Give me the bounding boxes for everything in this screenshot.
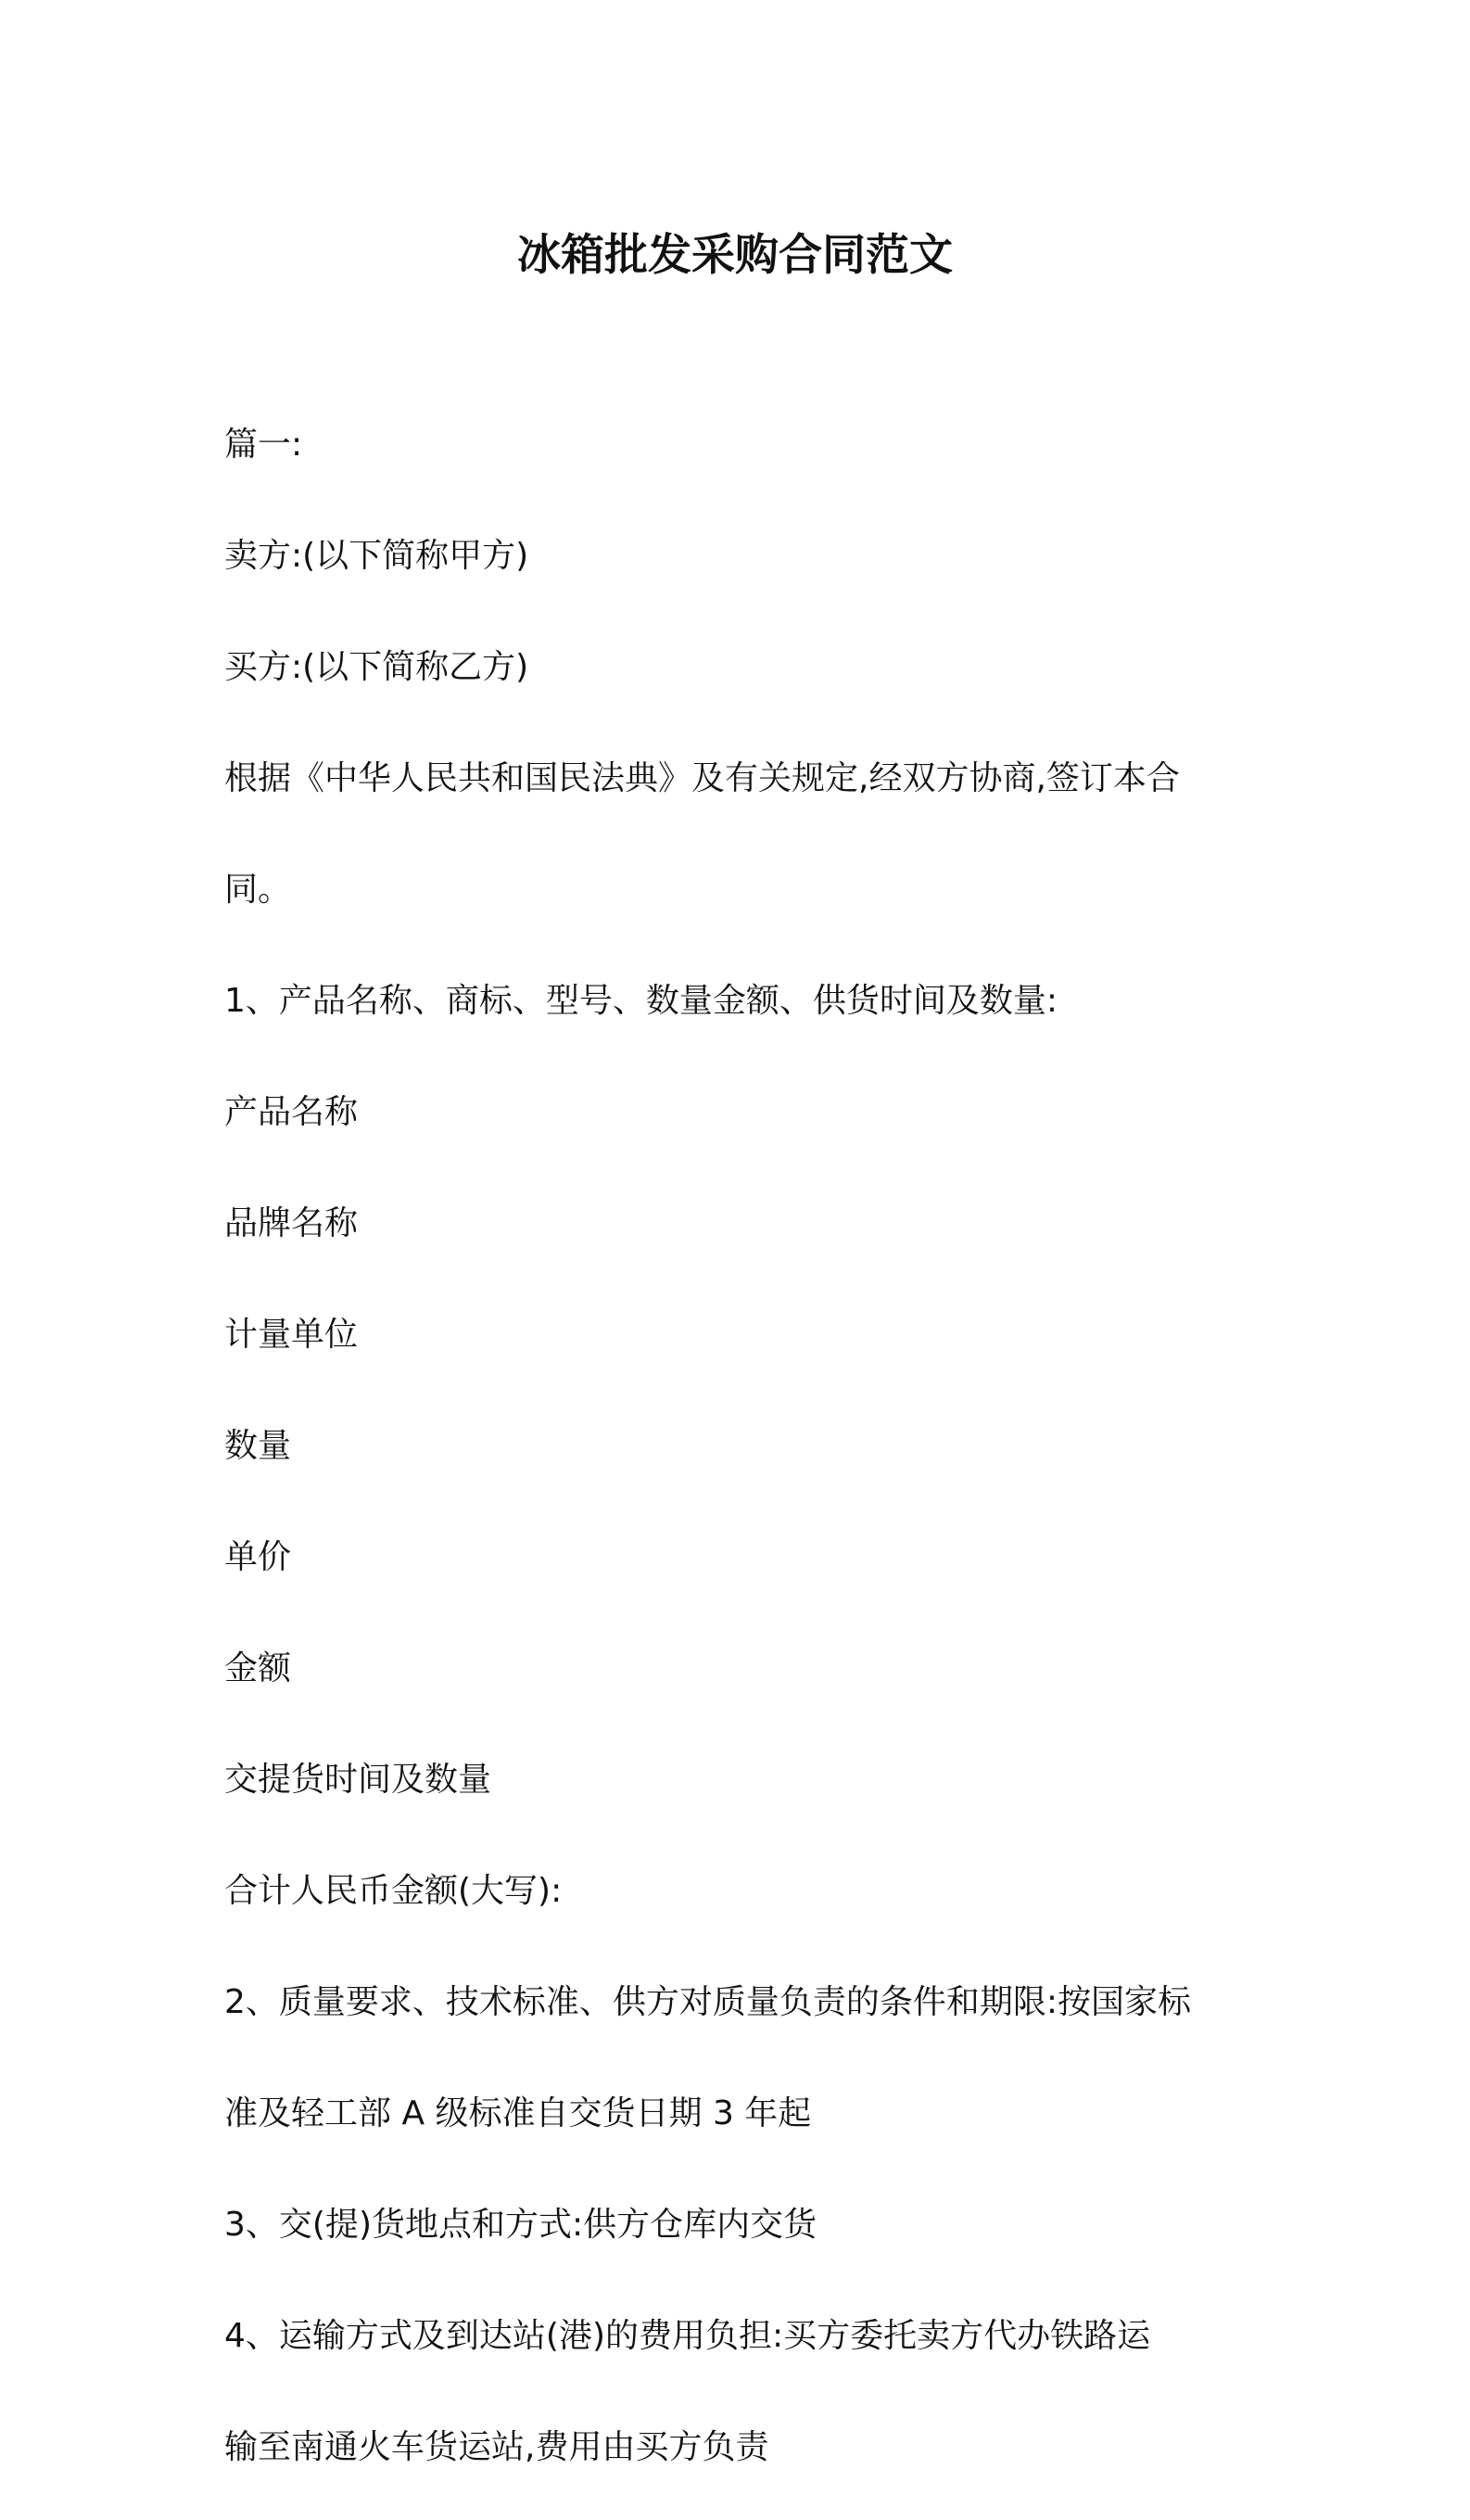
total-amount-field: 合计人民币金额(大写): — [224, 1872, 563, 1910]
unit-field: 计量单位 — [224, 1316, 359, 1354]
buyer-line: 买方:(以下简称乙方) — [224, 648, 529, 686]
basis-line-1: 根据《中华人民共和国民法典》及有关规定,经双方协商,签订本合 — [224, 759, 1180, 797]
quantity-field: 数量 — [224, 1427, 292, 1465]
seller-line: 卖方:(以下简称甲方) — [224, 537, 529, 575]
clause-3-line: 3、交(提)货地点和方式:供方仓库内交货 — [224, 2206, 817, 2244]
clause-4-line-1: 4、运输方式及到达站(港)的费用负担:买方委托卖方代办铁路运 — [224, 2317, 1151, 2355]
delivery-time-field: 交提货时间及数量 — [224, 1761, 492, 1799]
brand-name-field: 品牌名称 — [224, 1204, 359, 1242]
contract-body — [224, 373, 1262, 2520]
clause-2-line-1: 2、质量要求、技术标准、供方对质量负责的条件和期限:按国家标 — [224, 1983, 1192, 2021]
clause-1-heading: 1、产品名称、商标、型号、数量金额、供货时间及数量: — [224, 982, 1058, 1020]
basis-line-2: 同。 — [224, 871, 292, 909]
clause-4-line-2: 输至南通火车货运站,费用由买方负责 — [224, 2428, 769, 2466]
unit-price-field: 单价 — [224, 1538, 292, 1576]
section-heading: 篇一: — [224, 426, 303, 464]
document-title: 冰箱批发采购合同范文 — [517, 230, 953, 282]
amount-field: 金额 — [224, 1649, 292, 1687]
clause-2-line-2: 准及轻工部 A 级标准自交货日期 3 年起 — [224, 2094, 812, 2132]
product-name-field: 产品名称 — [224, 1093, 359, 1131]
